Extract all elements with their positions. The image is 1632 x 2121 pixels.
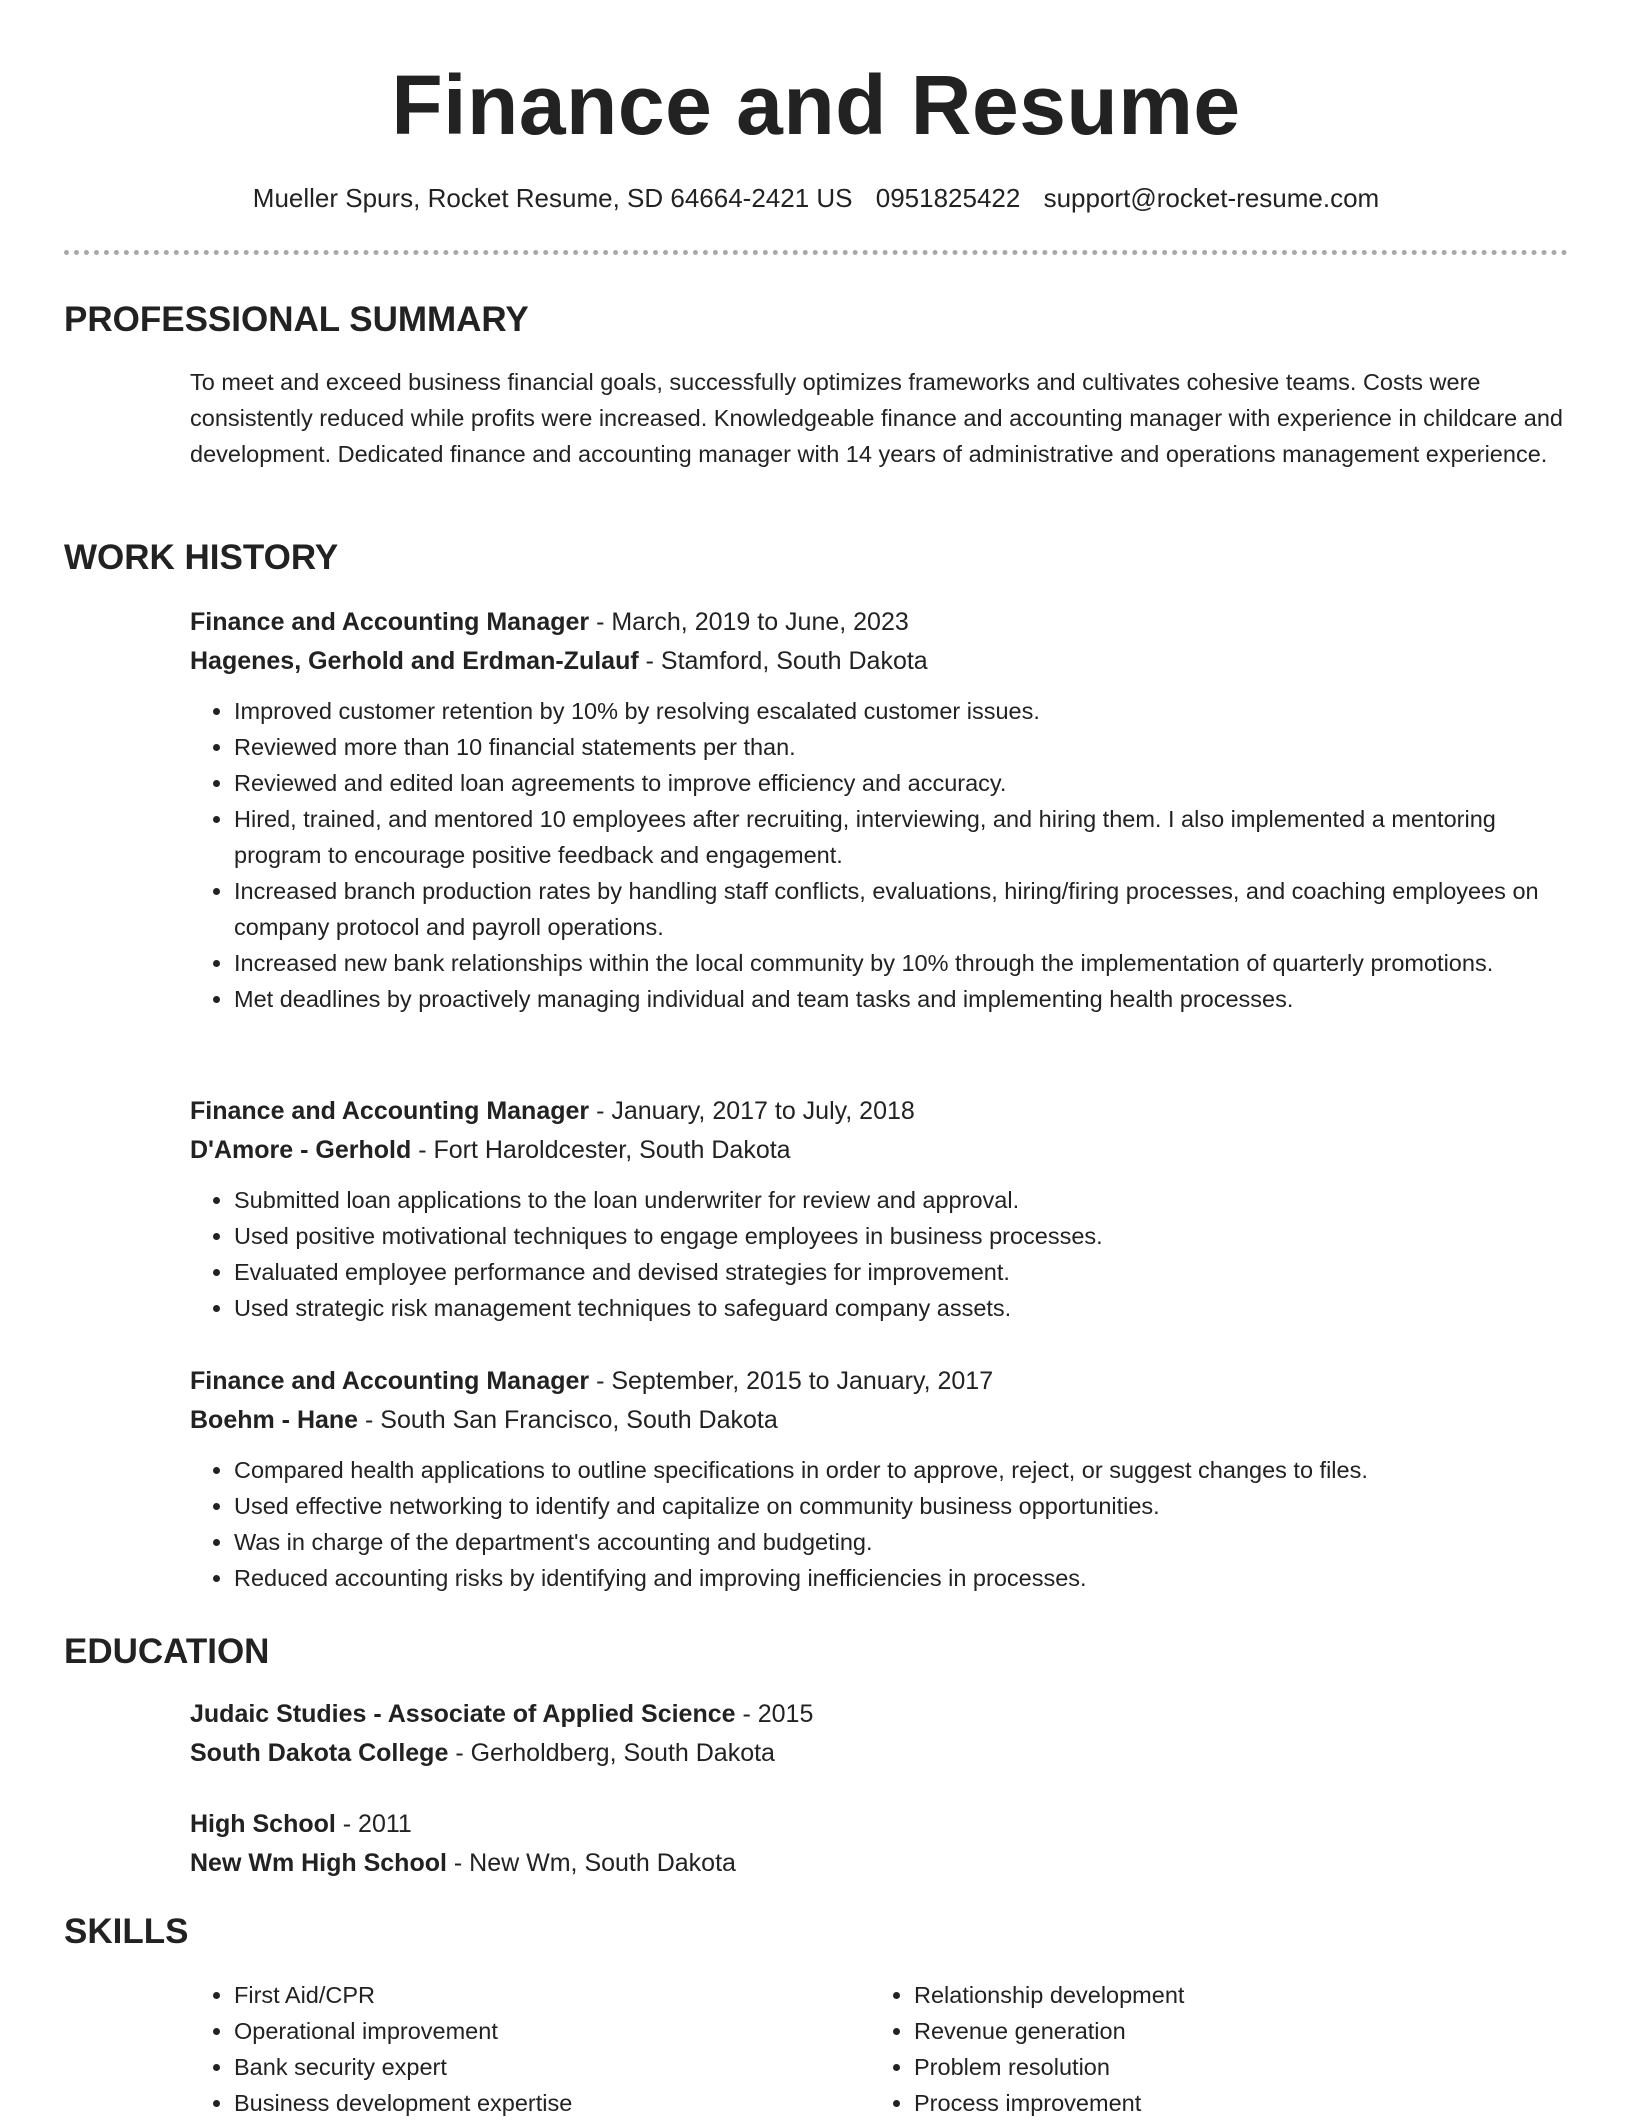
education-degree: High School <box>190 1810 336 1838</box>
job-role: Finance and Accounting Manager <box>190 1367 590 1395</box>
education-heading: EDUCATION <box>64 1632 270 1671</box>
job-title-line <box>190 603 1570 642</box>
job-dates: - September, 2015 to January, 2017 <box>589 1367 994 1395</box>
job-location: - Fort Haroldcester, South Dakota <box>411 1136 791 1164</box>
education-entry <box>190 1805 1570 1883</box>
job-company-line <box>190 1401 1570 1440</box>
job-entry <box>190 603 1570 1017</box>
list-item: • Increased new bank relationships within the local community by 10% through the implementation of quarterly promotions. <box>234 945 1570 981</box>
list-item: • Used effective networking to identify and capitalize on community business opportunities. <box>234 1488 1570 1524</box>
job-company: Hagenes, Gerhold and Erdman-Zulauf <box>190 647 639 675</box>
job-location: - Stamford, South Dakota <box>638 647 928 675</box>
education-entry <box>190 1695 1570 1773</box>
skills-heading: SKILLS <box>64 1912 189 1951</box>
list-item: • Bank security expert <box>234 2049 810 2085</box>
list-item: • Reviewed more than 10 financial statements per than. <box>234 729 1570 765</box>
list-item: • Used positive motivational techniques to engage employees in business processes. <box>234 1218 1570 1254</box>
list-item: • Process improvement <box>914 2085 1490 2121</box>
list-item: • Improved customer retention by 10% by resolving escalated customer issues. <box>234 693 1570 729</box>
summary-section <box>190 364 1570 472</box>
education-year: - 2015 <box>735 1700 814 1728</box>
skills-list <box>870 1977 1490 2121</box>
job-dates: - January, 2017 to July, 2018 <box>589 1097 915 1125</box>
education-school: New Wm High School <box>190 1849 447 1877</box>
list-item: • Increased branch production rates by handling staff conflicts, evaluations, hiring/firing processes, and coaching employees on company protocol and payroll operations. <box>234 873 1570 945</box>
contact-email: support@rocket-resume.com <box>1043 183 1380 213</box>
education-degree-line <box>190 1695 1570 1734</box>
job-bullets <box>190 1452 1570 1596</box>
education-degree-line <box>190 1805 1570 1844</box>
header-divider <box>64 250 1568 255</box>
job-company: Boehm - Hane <box>190 1406 359 1434</box>
contact-line <box>0 178 1632 218</box>
job-entry <box>190 1092 1570 1326</box>
list-item: • Was in charge of the department's accounting and budgeting. <box>234 1524 1570 1560</box>
resume-name: Finance and Resume <box>391 58 1241 152</box>
education-location: - Gerholdberg, South Dakota <box>448 1739 775 1767</box>
job-location: - South San Francisco, South Dakota <box>358 1406 778 1434</box>
list-item: • First Aid/CPR <box>234 1977 810 2013</box>
list-item: • Revenue generation <box>914 2013 1490 2049</box>
job-entry <box>190 1362 1570 1596</box>
skills-column-left <box>190 1977 810 2121</box>
contact-address: Mueller Spurs, Rocket Resume, SD 64664-2421 US <box>252 183 853 213</box>
education-location: - New Wm, South Dakota <box>446 1849 736 1877</box>
job-title-line <box>190 1092 1570 1131</box>
skills-list <box>190 1977 810 2121</box>
education-school-line <box>190 1734 1570 1773</box>
list-item: • Hired, trained, and mentored 10 employees after recruiting, interviewing, and hiring them. I also implemented a mentoring program to encourage positive feedback and engagement. <box>234 801 1570 873</box>
job-company-line <box>190 1131 1570 1170</box>
job-role: Finance and Accounting Manager <box>190 608 590 636</box>
job-role: Finance and Accounting Manager <box>190 1097 590 1125</box>
list-item: • Reduced accounting risks by identifying and improving inefficiencies in processes. <box>234 1560 1570 1596</box>
education-year: - 2011 <box>335 1810 412 1838</box>
summary-text: To meet and exceed business financial goals, successfully optimizes frameworks and cultivates cohesive teams. Costs were consistently reduced while profits were increased. Knowledgeable finance and accounting manager with experience in childcare and development. Dedicated finance and accounting manager with 14 years of administrative and operations management experience. <box>190 369 1563 467</box>
list-item: • Problem resolution <box>914 2049 1490 2085</box>
job-company: D'Amore - Gerhold <box>190 1136 412 1164</box>
list-item: • Relationship development <box>914 1977 1490 2013</box>
job-bullets <box>190 693 1570 1017</box>
list-item: • Evaluated employee performance and devised strategies for improvement. <box>234 1254 1570 1290</box>
education-degree: Judaic Studies - Associate of Applied Science <box>190 1700 736 1728</box>
job-title-line <box>190 1362 1570 1401</box>
list-item: • Used strategic risk management techniques to safeguard company assets. <box>234 1290 1570 1326</box>
contact-phone: 0951825422 <box>875 183 1021 213</box>
summary-heading: PROFESSIONAL SUMMARY <box>64 300 529 339</box>
list-item: • Compared health applications to outline specifications in order to approve, reject, or suggest changes to files. <box>234 1452 1570 1488</box>
skills-column-right <box>870 1977 1490 2121</box>
job-company-line <box>190 642 1570 681</box>
work-history-heading: WORK HISTORY <box>64 538 339 577</box>
list-item: • Business development expertise <box>234 2085 810 2121</box>
list-item: • Submitted loan applications to the loan underwriter for review and approval. <box>234 1182 1570 1218</box>
job-bullets <box>190 1182 1570 1326</box>
job-dates: - March, 2019 to June, 2023 <box>589 608 909 636</box>
education-school-line <box>190 1844 1570 1883</box>
list-item: • Reviewed and edited loan agreements to improve efficiency and accuracy. <box>234 765 1570 801</box>
list-item: • Operational improvement <box>234 2013 810 2049</box>
list-item: • Met deadlines by proactively managing individual and team tasks and implementing health processes. <box>234 981 1570 1017</box>
education-school: South Dakota College <box>190 1739 449 1767</box>
